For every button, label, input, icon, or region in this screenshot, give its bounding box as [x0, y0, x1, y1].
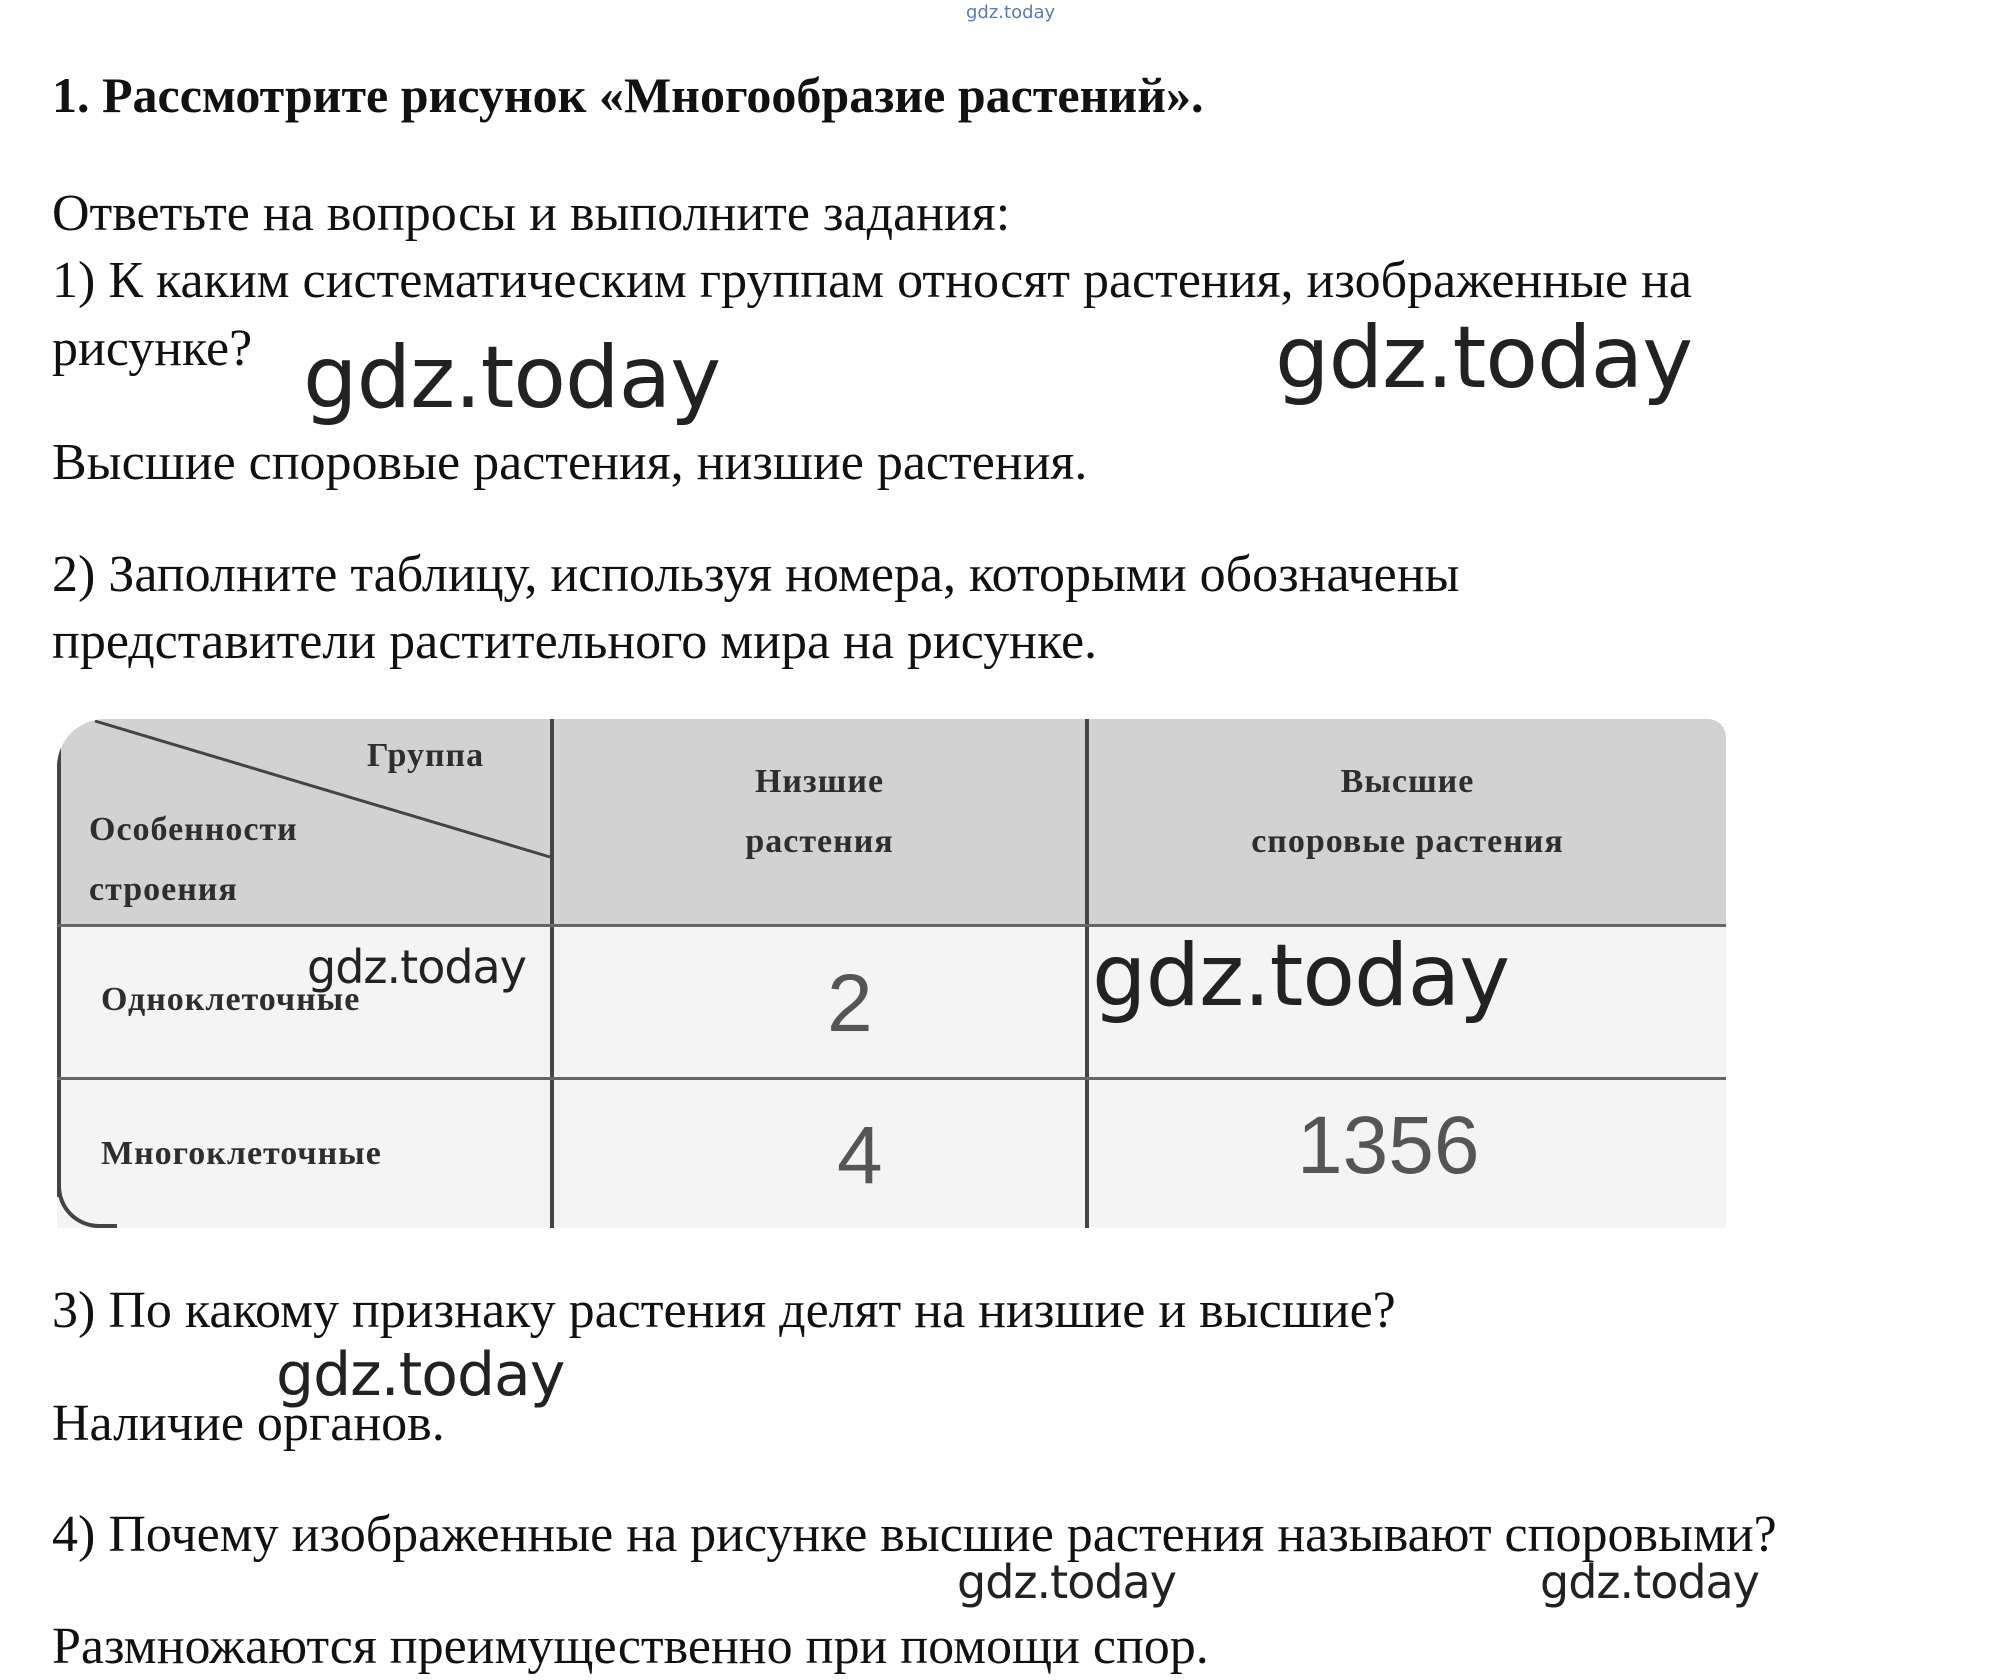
question-2-line-2: представители растительного мира на рисунке.	[52, 613, 1098, 670]
question-2-line-1: 2) Заполните таблицу, используя номера, которыми обозначены	[52, 546, 1460, 603]
watermark: gdz.today	[1540, 1555, 1759, 1609]
watermark: gdz.today	[957, 1555, 1176, 1609]
row-label-multicellular: Многоклеточные	[101, 1135, 382, 1172]
corner-label-features-2: строения	[89, 871, 238, 908]
corner-label-group: Группа	[367, 737, 485, 774]
intro-text: Ответьте на вопросы и выполните задания:	[52, 185, 1011, 242]
question-3: 3) По какому признаку растения делят на низшие и высшие?	[52, 1282, 1396, 1339]
corner-label-features-1: Особенности	[89, 811, 298, 848]
cell-multicellular-low: 4	[837, 1110, 883, 1201]
watermark: gdz.today	[276, 1340, 565, 1410]
watermark: gdz.today	[303, 328, 721, 428]
question-4: 4) Почему изображенные на рисунке высшие растения называют споровыми?	[52, 1506, 1777, 1563]
header-low-plants-1: Низшие	[754, 763, 885, 800]
question-4-answer: Размножаются преимущественно при помощи спор.	[52, 1618, 1209, 1675]
question-3-answer: Наличие органов.	[52, 1395, 445, 1452]
question-1-line-1: 1) К каким систематическим группам относят растения, изображенные на	[52, 252, 1693, 309]
watermark-top: gdz.today	[966, 2, 1056, 23]
row-label-unicellular: Одноклеточные	[101, 981, 361, 1018]
table-row-divider-2	[57, 1077, 1726, 1080]
watermark: gdz.today	[307, 940, 526, 994]
cell-unicellular-low: 2	[827, 958, 873, 1049]
watermark: gdz.today	[1092, 926, 1510, 1026]
question-1-answer: Высшие споровые растения, низшие растения.	[52, 434, 1088, 491]
question-1-line-2: рисунке?	[52, 320, 253, 377]
watermark: gdz.today	[1275, 308, 1693, 408]
header-high-plants-1: Высшие	[1340, 763, 1475, 800]
cell-multicellular-high: 1356	[1297, 1100, 1480, 1191]
table-left-border	[57, 747, 61, 1197]
header-high-plants-2: споровые растения	[1251, 823, 1564, 860]
task-title: 1. Рассмотрите рисунок «Многообразие растений».	[52, 67, 1204, 123]
header-low-plants-2: растения	[745, 823, 894, 860]
